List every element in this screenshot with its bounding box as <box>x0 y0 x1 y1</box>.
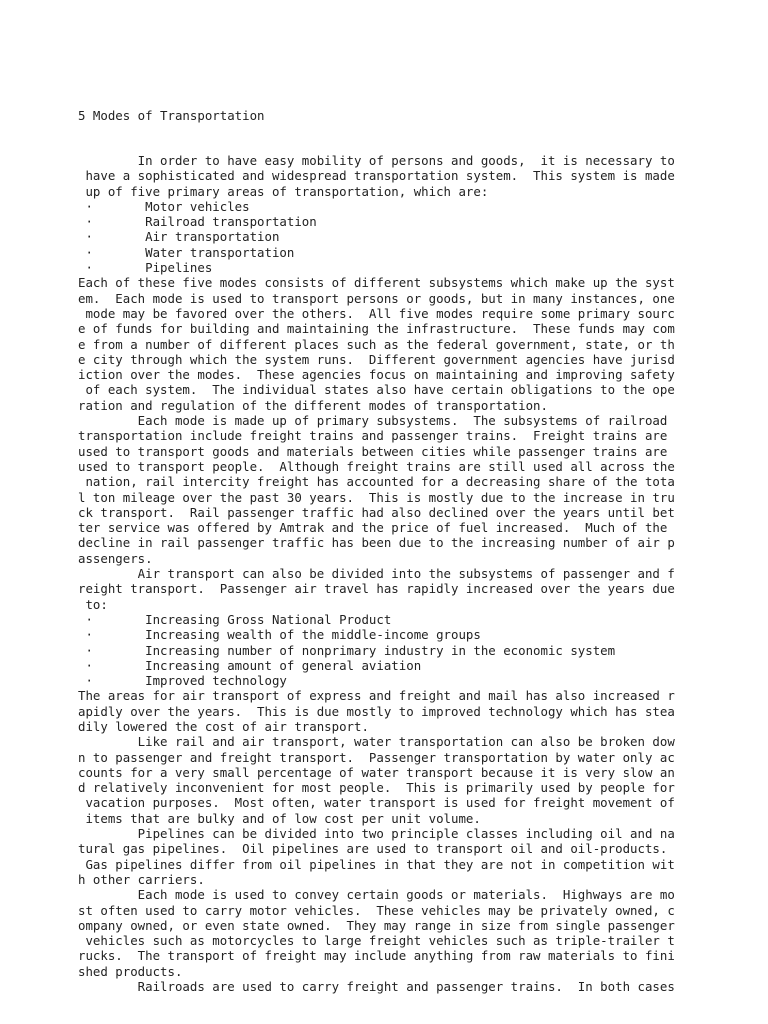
text-line: Each mode is used to convey certain goods or materials. Highways are mo <box>78 887 675 903</box>
text-line: nation, rail intercity freight has accounted for a decreasing share of the tota <box>78 474 675 490</box>
text-line: · Increasing wealth of the middle-income groups <box>78 627 481 643</box>
text-line: · Pipelines <box>78 260 213 276</box>
text-line: · Motor vehicles <box>78 198 250 214</box>
text-line: Railroads are used to carry freight and passenger trains. In both cases <box>78 979 675 995</box>
text-line: rucks. The transport of freight may include anything from raw materials to fini <box>78 948 675 964</box>
text-line: ompany owned, or even state owned. They may range in size from single passenger <box>78 917 675 933</box>
text-line: ck transport. Rail passenger traffic had also declined over the years until bet <box>78 504 675 520</box>
text-line: up of five primary areas of transportation, which are: <box>78 183 489 199</box>
text-line: Each of these five modes consists of different subsystems which make up the syst <box>78 275 675 291</box>
text-line: h other carriers. <box>78 871 205 887</box>
text-line: Each mode is made up of primary subsystems. The subsystems of railroad <box>78 413 668 429</box>
text-line: Air transport can also be divided into the subsystems of passenger and f <box>78 566 675 582</box>
text-line: e from a number of different places such as the federal government, state, or th <box>78 336 675 352</box>
text-line: · Improved technology <box>78 673 287 689</box>
text-line: apidly over the years. This is due mostly to improved technology which has stea <box>78 703 675 719</box>
text-line: · Increasing number of nonprimary industry in the economic system <box>78 642 616 658</box>
text-line: to: <box>78 596 108 612</box>
text-line: In order to have easy mobility of persons and goods, it is necessary to <box>78 153 675 168</box>
text-line: assengers. <box>78 550 153 566</box>
text-line: shed products. <box>78 963 183 979</box>
text-line: The areas for air transport of express and freight and mail has also increased r <box>78 688 675 704</box>
text-line: iction over the modes. These agencies focus on maintaining and improving safety <box>78 367 675 383</box>
text-line: vehicles such as motorcycles to large freight vehicles such as triple-trailer t <box>78 933 675 949</box>
text-line: used to transport goods and materials between cities while passenger trains are <box>78 443 668 459</box>
text-line: e city through which the system runs. Different government agencies have jurisd <box>78 351 675 367</box>
text-line: transportation include freight trains and passenger trains. Freight trains are <box>78 428 668 444</box>
text-line: st often used to carry motor vehicles. These vehicles may be privately owned, c <box>78 902 675 918</box>
text-line: Like rail and air transport, water transportation can also be broken dow <box>78 734 675 750</box>
text-line: · Water transportation <box>78 244 295 260</box>
text-line: ter service was offered by Amtrak and the price of fuel increased. Much of the <box>78 520 668 536</box>
text-line: em. Each mode is used to transport persons or goods, but in many instances, one <box>78 290 675 306</box>
text-line: e of funds for building and maintaining the infrastructure. These funds may com <box>78 321 675 337</box>
document-body <box>78 153 768 994</box>
document-title: 5 Modes of Transportation <box>78 108 265 123</box>
text-line: mode may be favored over the others. All five modes require some primary sourc <box>78 305 675 321</box>
text-line: · Air transportation <box>78 229 280 245</box>
text-line: Gas pipelines differ from oil pipelines in that they are not in competition wit <box>78 856 675 872</box>
text-line: have a sophisticated and widespread transportation system. This system is made <box>78 168 675 184</box>
text-line: vacation purposes. Most often, water transport is used for freight movement of <box>78 795 675 811</box>
text-line: d relatively inconvenient for most people. This is primarily used by people for <box>78 780 675 796</box>
text-line: Pipelines can be divided into two principle classes including oil and na <box>78 826 675 842</box>
text-line: dily lowered the cost of air transport. <box>78 718 369 734</box>
text-line: of each system. The individual states also have certain obligations to the ope <box>78 382 675 398</box>
text-line: l ton mileage over the past 30 years. This is mostly due to the increase in tru <box>78 489 675 505</box>
text-line: · Increasing Gross National Product <box>78 611 392 627</box>
text-line: · Railroad transportation <box>78 214 317 230</box>
text-line: tural gas pipelines. Oil pipelines are used to transport oil and oil-products. <box>78 841 668 857</box>
text-line: · Increasing amount of general aviation <box>78 657 422 673</box>
text-line: counts for a very small percentage of water transport because it is very slow an <box>78 764 675 780</box>
text-line: decline in rail passenger traffic has been due to the increasing number of air p <box>78 535 675 551</box>
text-line: ration and regulation of the different modes of transportation. <box>78 397 548 413</box>
text-line: items that are bulky and of low cost per unit volume. <box>78 810 481 826</box>
text-line: reight transport. Passenger air travel has rapidly increased over the years due <box>78 581 675 597</box>
text-line: used to transport people. Although freight trains are still used all across the <box>78 458 675 474</box>
text-line: n to passenger and freight transport. Passenger transportation by water only ac <box>78 749 675 765</box>
